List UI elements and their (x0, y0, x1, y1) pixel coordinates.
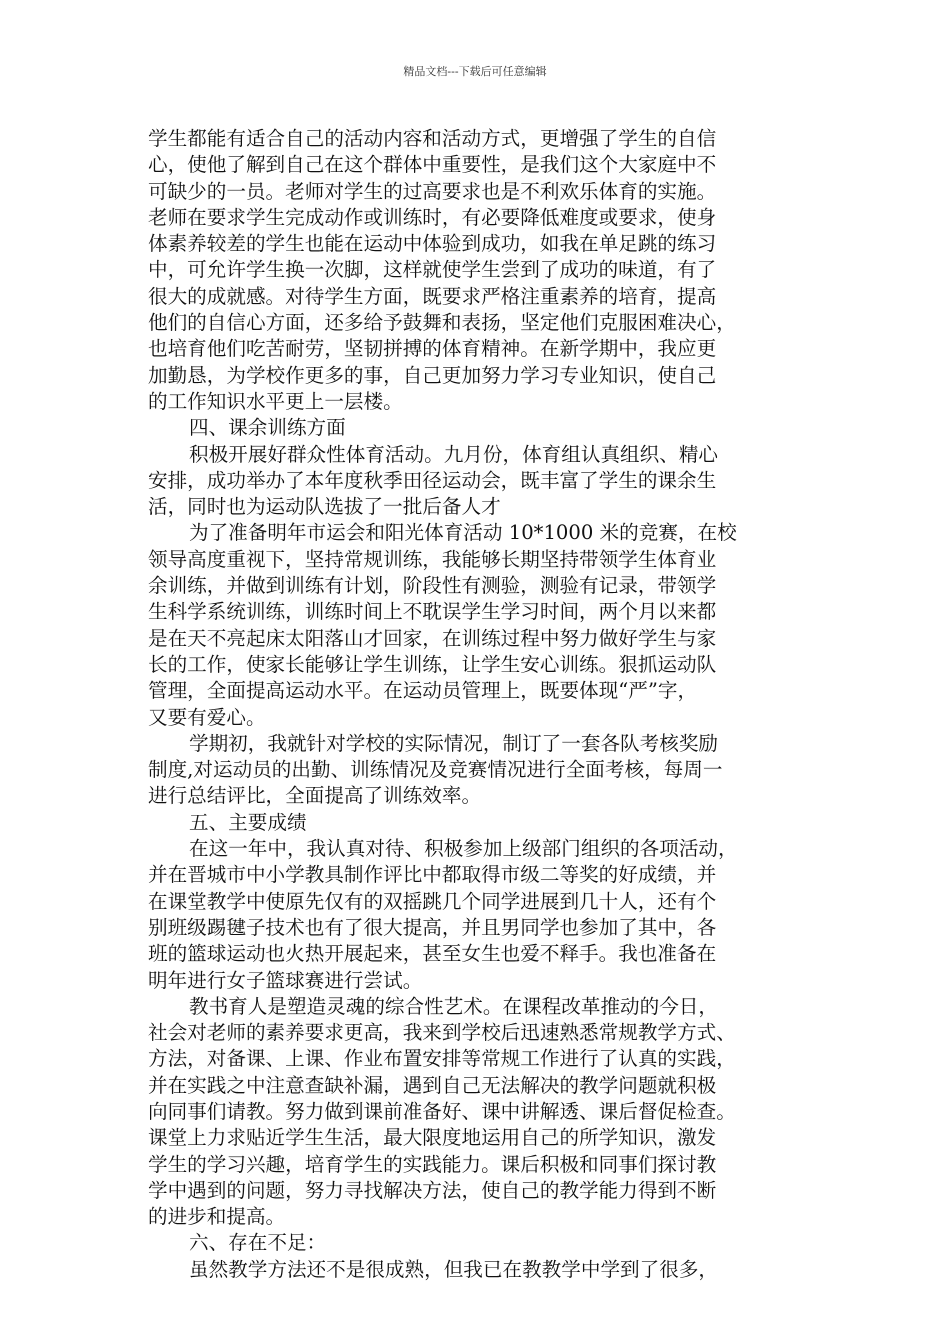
text-line: 学生都能有适合自己的活动内容和活动方式，更增强了学生的自信 (148, 127, 717, 150)
text-line: 虽然教学方法还不是很成熟，但我已在教教学中学到了很多， (189, 1257, 719, 1281)
text-line: 的工作知识水平更上一层楼。 (148, 389, 403, 413)
text-line: 教书育人是塑造灵魂的综合性艺术。在课程改革推动的今日， (189, 994, 719, 1018)
text-line: 并在晋城市中小学教具制作评比中都取得市级二等奖的好成绩，并 (148, 863, 717, 887)
text-line: 长的工作，使家长能够让学生训练，让学生安心训练。狠抓运动队 (148, 652, 717, 676)
text-line: 别班级踢毽子技术也有了很大提高，并且男同学也参加了其中，各 (148, 915, 717, 939)
text-line: 可缺少的一员。老师对学生的过高要求也是不利欢乐体育的实施。 (148, 179, 717, 203)
text-line: 并在实践之中注意查缺补漏，遇到自己无法解决的教学问题就积极 (148, 1073, 717, 1097)
text-line: 六、存在不足： (189, 1231, 327, 1255)
text-line: 社会对老师的素养要求更高，我来到学校后迅速熟悉常规教学方式、 (148, 1021, 736, 1045)
text-line: 在课堂教学中使原先仅有的双摇跳几个同学进展到几十人，还有个 (148, 889, 717, 913)
text-line: 管理，全面提高运动水平。在运动员管理上，既要体现“严”字， (148, 679, 698, 703)
text-line: 向同事们请教。努力做到课前准备好、课中讲解透、课后督促检查。 (148, 1099, 736, 1123)
text-line: 生科学系统训练，训练时间上不耽误学生学习时间，两个月以来都 (148, 600, 717, 624)
text-line: 很大的成就感。对待学生方面，既要求严格注重素养的培育，提高 (148, 284, 717, 308)
text-line: 学期初，我就针对学校的实际情况，制订了一套各队考核奖励 (189, 731, 719, 755)
text-line: 明年进行女子篮球赛进行尝试。 (148, 968, 423, 992)
text-line: 积极开展好群众性体育活动。九月份，体育组认真组织、精心 (189, 442, 719, 466)
document-body (148, 126, 808, 1283)
text-line: 是在天不亮起床太阳落山才回家，在训练过程中努力做好学生与家 (148, 626, 717, 650)
text-line: 制度,对运动员的出勤、训练情况及竞赛情况进行全面考核，每周一 (148, 758, 723, 782)
text-line: 安排，成功举办了本年度秋季田径运动会，既丰富了学生的课余生 (148, 468, 717, 492)
text-line: 中，可允许学生换一次脚，这样就使学生尝到了成功的味道，有了 (148, 258, 717, 282)
text-line: 学中遇到的问题，努力寻找解决方法，使自己的教学能力得到不断 (148, 1178, 717, 1202)
text-line: 课堂上力求贴近学生生活，最大限度地运用自己的所学知识，激发 (148, 1126, 717, 1150)
text-line: 他们的自信心方面，还多给予鼓舞和表扬，坚定他们克服困难决心， (148, 311, 736, 335)
text-line: 体素养较差的学生也能在运动中体验到成功，如我在单足跳的练习 (148, 232, 717, 256)
page-header: 精品文档---下载后可任意编辑 (403, 65, 547, 78)
text-line: 学生的学习兴趣，培育学生的实践能力。课后积极和同事们探讨教 (148, 1152, 717, 1176)
text-line: 心，使他了解到自己在这个群体中重要性，是我们这个大家庭中不 (148, 153, 717, 177)
text-line: 的进步和提高。 (148, 1205, 286, 1229)
text-line: 活，同时也为运动队选拔了一批后备人才 (148, 495, 501, 519)
text-line: 又要有爱心。 (148, 705, 266, 729)
text-line: 余训练，并做到训练有计划，阶段性有测验，测验有记录，带领学 (148, 574, 717, 598)
text-line: 也培育他们吃苦耐劳，坚韧拼搏的体育精神。在新学期中，我应更 (148, 337, 717, 361)
text-line: 五、主要成绩 (189, 810, 307, 834)
text-line: 班的篮球运动也火热开展起来，甚至女生也爱不释手。我也准备在 (148, 942, 717, 966)
text-line: 在这一年中，我认真对待、积极参加上级部门组织的各项活动， (189, 837, 738, 861)
text-line: 四、课余训练方面 (189, 416, 346, 440)
text-line: 老师在要求学生完成动作或训练时，有必要降低难度或要求，使身 (148, 205, 717, 229)
text-line: 加勤恳，为学校作更多的事，自己更加努力学习专业知识，使自己 (148, 363, 717, 387)
text-line: 方法，对备课、上课、作业布置安排等常规工作进行了认真的实践， (148, 1047, 736, 1071)
text-line: 进行总结评比，全面提高了训练效率。 (148, 784, 482, 808)
text-line: 为了准备明年市运会和阳光体育活动 10*1000 米的竞赛，在校 (189, 521, 737, 545)
text-line: 领导高度重视下，坚持常规训练，我能够长期坚持带领学生体育业 (148, 547, 717, 571)
